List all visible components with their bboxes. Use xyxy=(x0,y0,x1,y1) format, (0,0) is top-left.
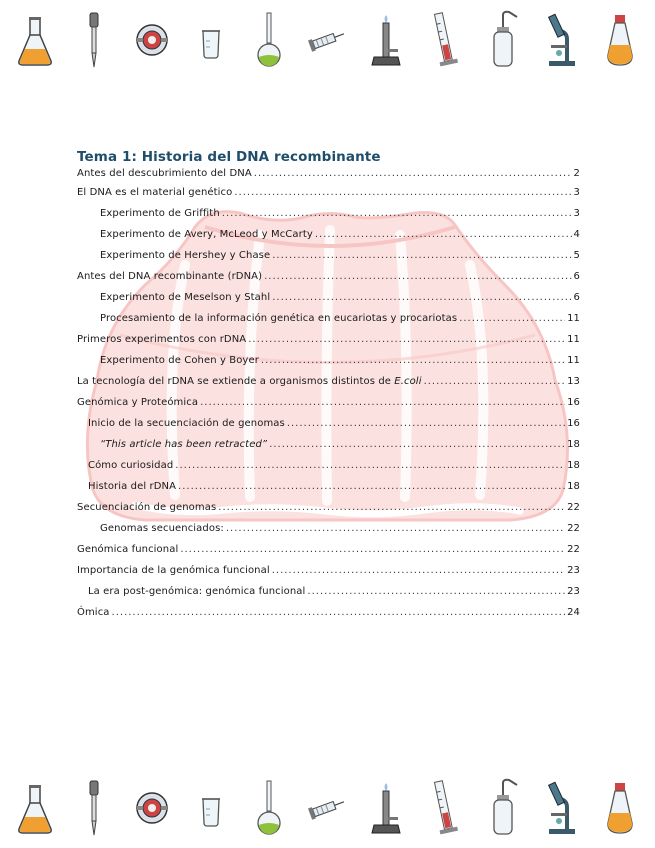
microscope-icon xyxy=(541,777,581,839)
toc-entry[interactable] xyxy=(77,581,580,602)
toc-entry-page: 18 xyxy=(567,439,580,450)
pipette-icon xyxy=(74,9,114,71)
toc-entry-page: 24 xyxy=(567,607,580,618)
toc-entry-label: Genomas secuenciados: xyxy=(100,523,224,534)
toc-entry-page: 6 xyxy=(573,292,580,303)
toc-leader xyxy=(248,329,565,350)
toc-leader xyxy=(112,602,566,623)
toc-entry[interactable] xyxy=(77,539,580,560)
toc-entry-label: “This article has been retracted” xyxy=(100,439,268,450)
toc-leader xyxy=(226,518,565,539)
toc-entry-page: 11 xyxy=(567,355,580,366)
toc-entry[interactable] xyxy=(77,476,580,497)
volumetric-flask-icon xyxy=(249,777,289,839)
table-of-contents xyxy=(77,148,580,623)
toc-entry[interactable] xyxy=(77,224,580,245)
culture-flask-icon xyxy=(600,9,640,71)
filter-icon xyxy=(132,9,172,71)
toc-entry[interactable] xyxy=(77,518,580,539)
toc-entry-label: Antes del DNA recombinante (rDNA) xyxy=(77,271,263,282)
toc-leader xyxy=(307,581,565,602)
toc-entry-label-text: La tecnología del rDNA se extiende a organismos distintos de xyxy=(77,376,395,387)
graduated-cylinder-icon xyxy=(424,777,464,839)
toc-entry-label: Genómica y Proteómica xyxy=(77,397,199,408)
toc-leader xyxy=(234,182,571,203)
toc-leader xyxy=(269,434,565,455)
toc-entry-label-em: E.coli xyxy=(394,376,422,387)
toc-entry-label: Importancia de la genómica funcional xyxy=(77,565,270,576)
toc-entry-page: 23 xyxy=(567,586,580,597)
pipette-icon xyxy=(74,777,114,839)
toc-entry-label: Antes del descubrimiento del DNA xyxy=(77,168,252,179)
toc-entry[interactable] xyxy=(77,371,580,392)
toc-leader xyxy=(254,166,572,182)
culture-flask-icon xyxy=(600,777,640,839)
toc-entry-label xyxy=(77,371,422,392)
top-icon-border xyxy=(0,4,655,76)
toc-entry-page: 18 xyxy=(567,481,580,492)
toc-leader xyxy=(272,560,565,581)
toc-entry-label: Experimento de Cohen y Boyer xyxy=(100,355,259,366)
toc-entry-label: Procesamiento de la información genética en eucariotas y procariotas xyxy=(100,313,458,324)
toc-leader xyxy=(315,224,572,245)
volumetric-flask-icon xyxy=(249,9,289,71)
toc-entry-page: 3 xyxy=(573,208,580,219)
toc-entry-label: Experimento de Griffith xyxy=(100,208,220,219)
toc-entry-page: 5 xyxy=(573,250,580,261)
wash-bottle-icon xyxy=(483,777,523,839)
toc-entry-label: Primeros experimentos con rDNA xyxy=(77,334,247,345)
toc-entry-label: El DNA es el material genético xyxy=(77,187,233,198)
toc-entry[interactable] xyxy=(77,182,580,203)
beaker-icon xyxy=(191,777,231,839)
toc-entry[interactable] xyxy=(77,203,580,224)
toc-entry-label: Experimento de Avery, McLeod y McCarty xyxy=(100,229,313,240)
toc-leader xyxy=(218,497,565,518)
toc-entry[interactable] xyxy=(77,455,580,476)
toc-entry[interactable] xyxy=(77,602,580,623)
toc-entry[interactable] xyxy=(77,350,580,371)
toc-leader xyxy=(287,413,565,434)
toc-entry-page: 4 xyxy=(573,229,580,240)
toc-entry[interactable] xyxy=(77,166,580,182)
toc-entry[interactable] xyxy=(77,329,580,350)
toc-leader xyxy=(261,350,565,371)
toc-entry-label: Secuenciación de genomas xyxy=(77,502,217,513)
syringe-icon xyxy=(307,9,347,71)
toc-entry-page: 18 xyxy=(567,460,580,471)
syringe-icon xyxy=(307,777,347,839)
toc-entry[interactable] xyxy=(77,434,580,455)
filter-icon xyxy=(132,777,172,839)
toc-leader xyxy=(264,266,571,287)
toc-entry-label: Historia del rDNA xyxy=(88,481,177,492)
toc-leader xyxy=(175,455,565,476)
toc-entry-label: La era post-genómica: genómica funcional xyxy=(88,586,306,597)
toc-entry[interactable] xyxy=(77,287,580,308)
toc-entry-page: 22 xyxy=(567,544,580,555)
toc-entry-label: Experimento de Hershey y Chase xyxy=(100,250,271,261)
toc-entry-page: 11 xyxy=(567,313,580,324)
toc-leader xyxy=(424,371,565,392)
toc-entry[interactable] xyxy=(77,266,580,287)
toc-entry-page: 3 xyxy=(573,187,580,198)
toc-entry-page: 16 xyxy=(567,397,580,408)
wash-bottle-icon xyxy=(483,9,523,71)
flask-icon xyxy=(15,777,55,839)
bunsen-burner-icon xyxy=(366,777,406,839)
toc-entry[interactable] xyxy=(77,413,580,434)
toc-entry-page: 16 xyxy=(567,418,580,429)
toc-title: Tema 1: Historia del DNA recombinante xyxy=(77,149,381,165)
beaker-icon xyxy=(191,9,231,71)
toc-entry[interactable] xyxy=(77,497,580,518)
graduated-cylinder-icon xyxy=(424,9,464,71)
toc-leader xyxy=(222,203,572,224)
toc-entry-page: 23 xyxy=(567,565,580,576)
toc-entry-page: 11 xyxy=(567,334,580,345)
toc-entry[interactable] xyxy=(77,392,580,413)
flask-icon xyxy=(15,9,55,71)
toc-entry-label: Inicio de la secuenciación de genomas xyxy=(88,418,285,429)
toc-entry-label: Cómo curiosidad xyxy=(88,460,174,471)
toc-entry-page: 2 xyxy=(573,168,580,179)
toc-leader xyxy=(180,539,565,560)
toc-entry-label: Ómica xyxy=(77,607,110,618)
toc-entry-page: 13 xyxy=(567,376,580,387)
toc-entry[interactable] xyxy=(77,245,580,266)
toc-entry[interactable] xyxy=(77,308,580,329)
toc-entry-label: Experimento de Meselson y Stahl xyxy=(100,292,271,303)
bottom-icon-border xyxy=(0,772,655,844)
toc-leader xyxy=(272,287,571,308)
toc-entry-page: 22 xyxy=(567,523,580,534)
toc-leader xyxy=(272,245,571,266)
toc-entry-label: Genómica funcional xyxy=(77,544,179,555)
bunsen-burner-icon xyxy=(366,9,406,71)
toc-entry-page: 6 xyxy=(573,271,580,282)
toc-leader xyxy=(178,476,565,497)
toc-entry-page: 22 xyxy=(567,502,580,513)
toc-leader xyxy=(459,308,565,329)
microscope-icon xyxy=(541,9,581,71)
toc-entry[interactable] xyxy=(77,560,580,581)
toc-leader xyxy=(200,392,565,413)
